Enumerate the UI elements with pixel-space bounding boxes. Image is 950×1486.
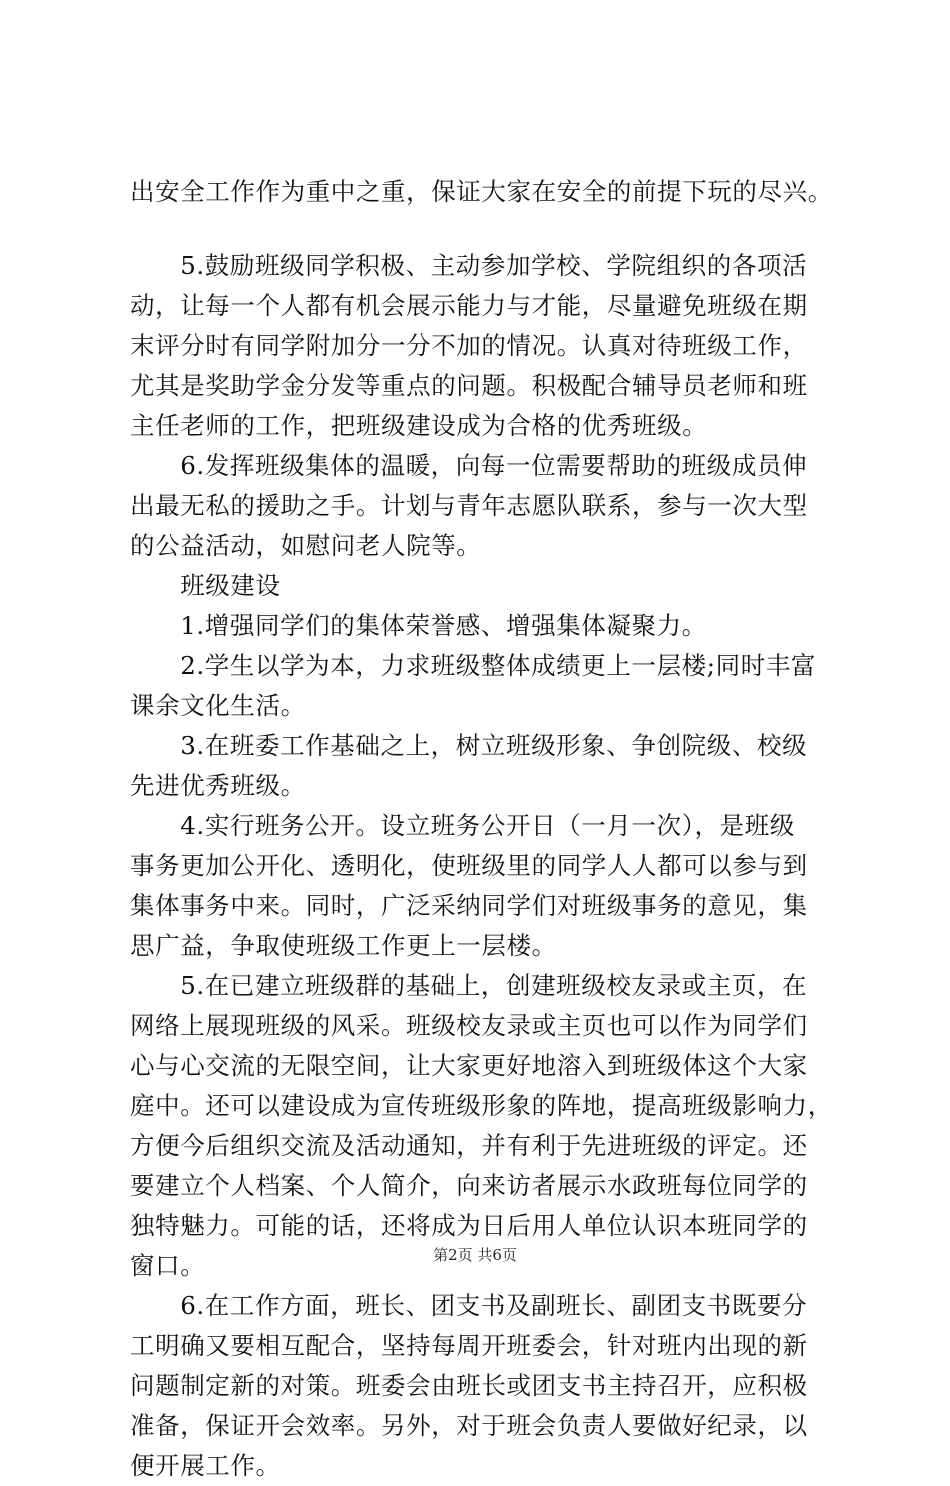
text-line: 先进优秀班级。 bbox=[130, 771, 306, 800]
text-line: 6.发挥班级集体的温暖，向每一位需要帮助的班级成员伸 bbox=[130, 451, 808, 480]
text-line: 5.鼓励班级同学积极、主动参加学校、学院组织的各项活 bbox=[130, 251, 808, 280]
text-line: 1.增强同学们的集体荣誉感、增强集体凝聚力。 bbox=[130, 611, 707, 640]
text-line: 尤其是奖助学金分发等重点的问题。积极配合辅导员老师和班 bbox=[130, 371, 808, 400]
text-line: 末评分时有同学附加分一分不加的情况。认真对待班级工作， bbox=[130, 331, 808, 360]
text-line: 方便今后组织交流及活动通知，并有利于先进班级的评定。还 bbox=[130, 1131, 808, 1160]
text-line: 6.在工作方面，班长、团支书及副班长、副团支书既要分 bbox=[130, 1291, 808, 1320]
text-line: 的公益活动，如慰问老人院等。 bbox=[130, 531, 482, 560]
text-line: 出安全工作作为重中之重，保证大家在安全的前提下玩的尽兴。 bbox=[130, 177, 833, 206]
text-line: 课余文化生活。 bbox=[130, 691, 306, 720]
text-line: 4.实行班务公开。设立班务公开日（一月一次），是班级 bbox=[130, 811, 795, 840]
text-line: 要建立个人档案、个人简介，向来访者展示水政班每位同学的 bbox=[130, 1171, 808, 1200]
text-line: 事务更加公开化、透明化，使班级里的同学人人都可以参与到 bbox=[130, 851, 808, 880]
text-line: 5.在已建立班级群的基础上，创建班级校友录或主页，在 bbox=[130, 971, 808, 1000]
text-line: 工明确又要相互配合，坚持每周开班委会，针对班内出现的新 bbox=[130, 1331, 808, 1360]
document-body bbox=[130, 172, 840, 1486]
text-line: 网络上展现班级的风采。班级校友录或主页也可以作为同学们 bbox=[130, 1011, 808, 1040]
text-line: 思广益，争取使班级工作更上一层楼。 bbox=[130, 931, 557, 960]
text-line: 准备，保证开会效率。另外，对于班会负责人要做好纪录，以 bbox=[130, 1411, 808, 1440]
text-line: 主任老师的工作，把班级建设成为合格的优秀班级。 bbox=[130, 411, 708, 440]
text-line: 2.学生以学为本，力求班级整体成绩更上一层楼;同时丰富 bbox=[130, 651, 817, 680]
text-line: 班级建设 bbox=[130, 571, 281, 600]
text-line: 庭中。还可以建设成为宣传班级形象的阵地，提高班级影响力， bbox=[130, 1091, 833, 1120]
text-line: 3.在班委工作基础之上，树立班级形象、争创院级、校级 bbox=[130, 731, 808, 760]
text-line: 出最无私的援助之手。计划与青年志愿队联系，参与一次大型 bbox=[130, 491, 808, 520]
text-line: 动，让每一个人都有机会展示能力与才能，尽量避免班级在期 bbox=[130, 291, 808, 320]
page-footer: 第2页 共6页 bbox=[433, 1246, 517, 1264]
text-line: 独特魅力。可能的话，还将成为日后用人单位认识本班同学的 bbox=[130, 1211, 808, 1240]
text-line: 问题制定新的对策。班委会由班长或团支书主持召开，应积极 bbox=[130, 1371, 808, 1400]
paragraph-gap bbox=[130, 212, 840, 246]
text-line: 便开展工作。 bbox=[130, 1451, 281, 1480]
text-line: 集体事务中来。同时，广泛采纳同学们对班级事务的意见，集 bbox=[130, 891, 808, 920]
text-line: 窗口。 bbox=[130, 1251, 206, 1280]
text-line: 心与心交流的无限空间，让大家更好地溶入到班级体这个大家 bbox=[130, 1051, 808, 1080]
